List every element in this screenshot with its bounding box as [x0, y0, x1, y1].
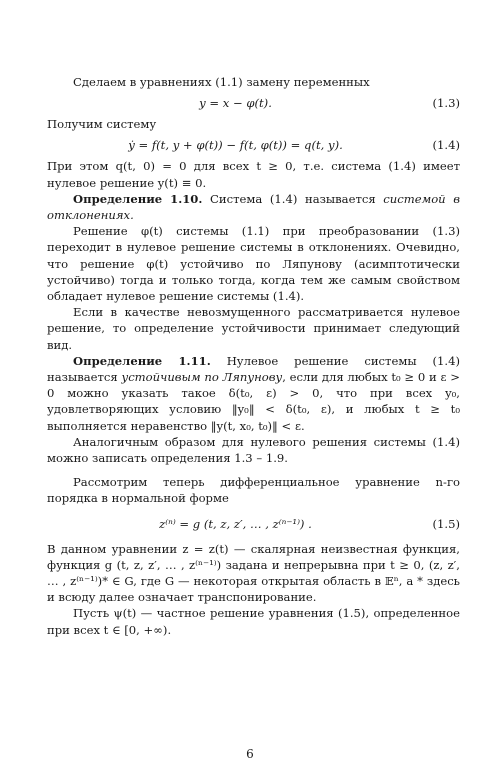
- definition-1-11-heading: Определение 1.11.: [73, 353, 211, 368]
- equation-1-4-body: ẏ = f(t, y + φ(t)) − f(t, φ(t)) = q(t, y).: [128, 138, 343, 153]
- page-body: [47, 74, 460, 638]
- definition-1-11: [47, 353, 460, 434]
- definition-1-10-text: Система (1.4) называется: [202, 191, 384, 206]
- equation-1-3: [47, 90, 460, 116]
- equation-1-5-number: (1.5): [432, 516, 460, 531]
- equation-1-4-number: (1.4): [432, 138, 460, 153]
- page-number: 6: [246, 747, 254, 761]
- paragraph-particular-solution: Пусть ψ(t) — частное решение уравнения (1.5), определенное при всех t ∈ [0, +∞).: [47, 606, 460, 637]
- paragraph-zero-solution: При этом q(t, 0) = 0 для всех t ≥ 0, т.е. система (1.4) имеет нулевое решение y(t) ≡ 0.: [47, 159, 460, 190]
- definition-1-11-term: устойчивым по Ляпунову: [121, 370, 283, 385]
- definition-1-10-heading: Определение 1.10.: [73, 191, 203, 206]
- equation-1-3-body: y = x − φ(t).: [199, 96, 272, 111]
- equation-1-3-number: (1.3): [432, 96, 460, 111]
- definition-1-11-text-1: Нулевое решение системы (1.4) называется: [47, 353, 460, 385]
- paragraph-nth-order: Рассмотрим теперь дифференциальное уравнение n-го порядка в нормальной форме: [47, 475, 460, 506]
- paragraph-scalar-function: В данном уравнении z = z(t) — скалярная неизвестная функция, функция g (t, z, z′, … , z⁽ⁿ⁻¹⁾) задана и непрерывна при t ≥ 0, (z, z′, … , z⁽ⁿ⁻¹⁾)* ∈ G, где G — некоторая открытая область в 𝔼ⁿ, а * здесь и всюду далее означает транспонирование.: [47, 541, 460, 605]
- equation-1-5: [47, 507, 460, 541]
- equation-1-5-body: z⁽ⁿ⁾ = g (t, z, z′, … , z⁽ⁿ⁻¹⁾) .: [159, 516, 312, 531]
- paragraph-unperturbed: Если в качестве невозмущенного рассматривается нулевое решение, то определение устойчивости принимает следующий вид.: [47, 305, 460, 352]
- paragraph-substitution: Сделаем в уравнениях (1.1) замену переменных: [73, 75, 370, 89]
- equation-1-4: [47, 132, 460, 158]
- spacer: [47, 466, 460, 474]
- paragraph-analogous: Аналогичным образом для нулевого решения системы (1.4) можно записать определения 1.3 – 1.9.: [47, 434, 460, 466]
- paragraph-system: Получим систему: [47, 117, 157, 132]
- definition-1-10: [47, 191, 460, 223]
- definition-1-11-text-2: , если для любых t₀ ≥ 0 и ε > 0 можно указать такое δ(t₀, ε) > 0, что при всех y₀, удовлетворяющих условию ‖y₀‖ < δ(t₀, ε), и любых t ≥ t₀ выполняется неравенство ‖y(t, x₀, t₀)‖ < ε.: [47, 370, 460, 433]
- definition-1-10-term: системой в отклонениях.: [47, 191, 460, 223]
- paragraph-transformation: Решение φ(t) системы (1.1) при преобразовании (1.3) переходит в нулевое решение системы в отклонениях. Очевидно, что решение φ(t) устойчиво по Ляпунову (асимптотически устойчиво) тогда и только тогда, когда тем же самым свойством обладает нулевое решение системы (1.4).: [47, 224, 460, 304]
